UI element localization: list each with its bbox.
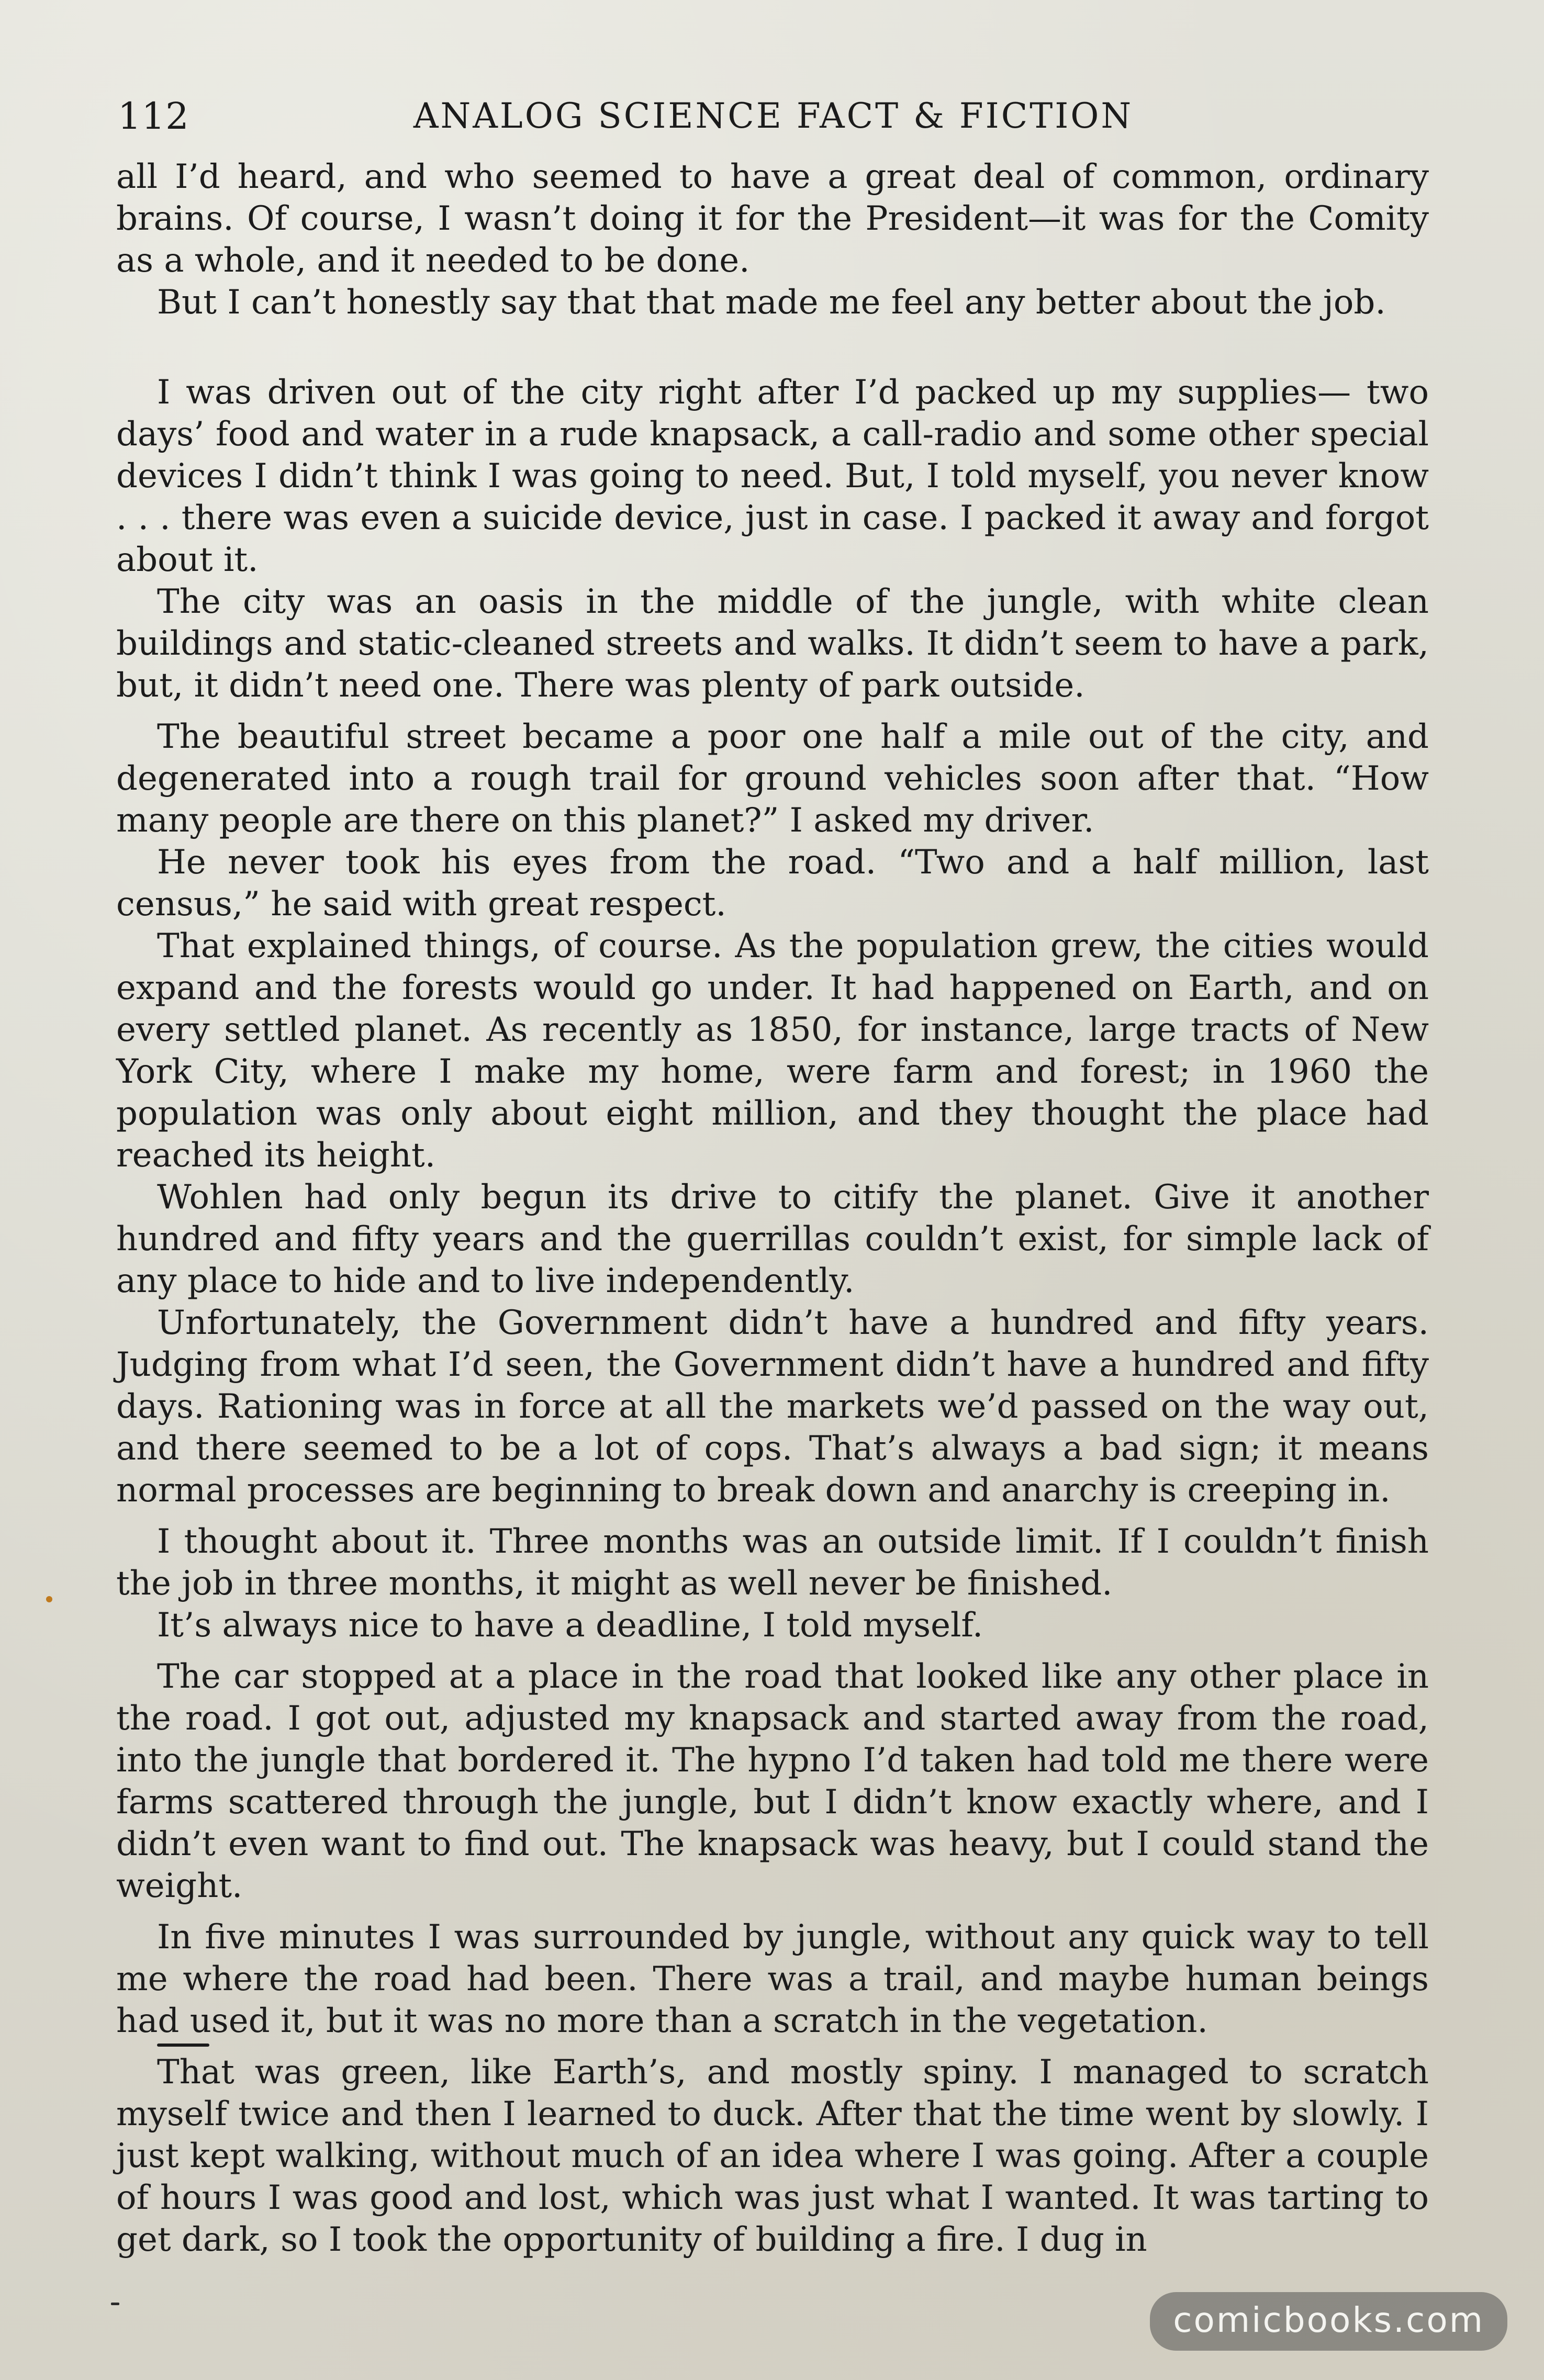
paragraph: But I can’t honestly say that that made me feel any better about the job.	[157, 283, 1386, 322]
paragraph: I thought about it. Three months was an outside limit. If I couldn’t finish the job in three months, it might as well never be finished.	[116, 1522, 1429, 1603]
ink-speck	[111, 2303, 119, 2305]
paragraph: In five minutes I was surrounded by jungle, without any quick way to tell me where the road had been. There was a trail, and maybe human beings had used it, but it was no more than a scratch in the vegetation.	[116, 1918, 1429, 2040]
paragraph: The beautiful street became a poor one half a mile out of the city, and degenerated into a rough trail for ground vehicles soon after that. “How many people are there on this planet?” I asked my driver.	[116, 717, 1429, 840]
paragraph: The car stopped at a place in the road that looked like any other place in the road. I got out, adjusted my knapsack and started away from the road, into the jungle that bordered it. The hypno I’d taken had told me there were farms scattered through the jungle, but I didn’t know exactly where, and I didn’t even want to find out. The knapsack was heavy, but I could stand the weight.	[116, 1657, 1429, 1905]
running-title: ANALOG SCIENCE FACT & FICTION	[413, 96, 1134, 136]
watermark: comicbooks.com	[1150, 2292, 1507, 2351]
paragraph: He never took his eyes from the road. “Two and a half million, last census,” he said with great respect.	[116, 843, 1429, 924]
paragraph: It’s always nice to have a deadline, I told myself.	[157, 1606, 983, 1645]
page-header	[118, 90, 1429, 142]
paragraph: Wohlen had only begun its drive to citify the planet. Give it another hundred and fifty years and the guerrillas couldn’t exist, for simple lack of any place to hide and to live independently.	[116, 1178, 1429, 1300]
paragraph: Unfortunately, the Government didn’t have a hundred and fifty years. Judging from what I’d seen, the Government didn’t have a hundred and fifty days. Rationing was in force at all the markets we’d passed on the way out, and there seemed to be a lot of cops. That’s always a bad sign; it means normal processes are beginning to break down and anarchy is creeping in.	[116, 1304, 1429, 1510]
paragraph: The city was an oasis in the middle of the jungle, with white clean buildings and static-cleaned streets and walks. It didn’t seem to have a park, but, it didn’t need one. There was plenty of park outside.	[116, 582, 1429, 705]
story-text	[116, 156, 1429, 2261]
paragraph: That explained things, of course. As the population grew, the cities would expand and the forests would go under. It had happened on Earth, and on every settled planet. As recently as 1850, for instance, large tracts of New York City, where I make my home, were farm and forest; in 1960 the population was only about eight million, and they thought the place had reached its height.	[116, 927, 1429, 1175]
paragraph: That was green, like Earth’s, and mostly spiny. I managed to scratch myself twice and then I learned to duck. After that the time went by slowly. I just kept walking, without much of an idea where I was going. After a couple of hours I was good and lost, which was just what I wanted. It was tarting to get dark, so I took the opportunity of building a fire. I dug in	[116, 2053, 1429, 2259]
ink-speck	[46, 1596, 52, 1602]
page-number: 112	[118, 95, 189, 138]
paragraph: all I’d heard, and who seemed to have a great deal of common, ordinary brains. Of course, I wasn’t doing it for the President—it was for the Comity as a whole, and it needed to be done.	[116, 158, 1429, 280]
pen-mark	[157, 2044, 209, 2047]
paragraph: I was driven out of the city right after I’d packed up my supplies— two days’ food and water in a rude knapsack, a call-radio and some other special devices I didn’t think I was going to need. But, I told myself, you never know . . . there was even a suicide device, just in case. I packed it away and forgot about it.	[116, 373, 1429, 579]
